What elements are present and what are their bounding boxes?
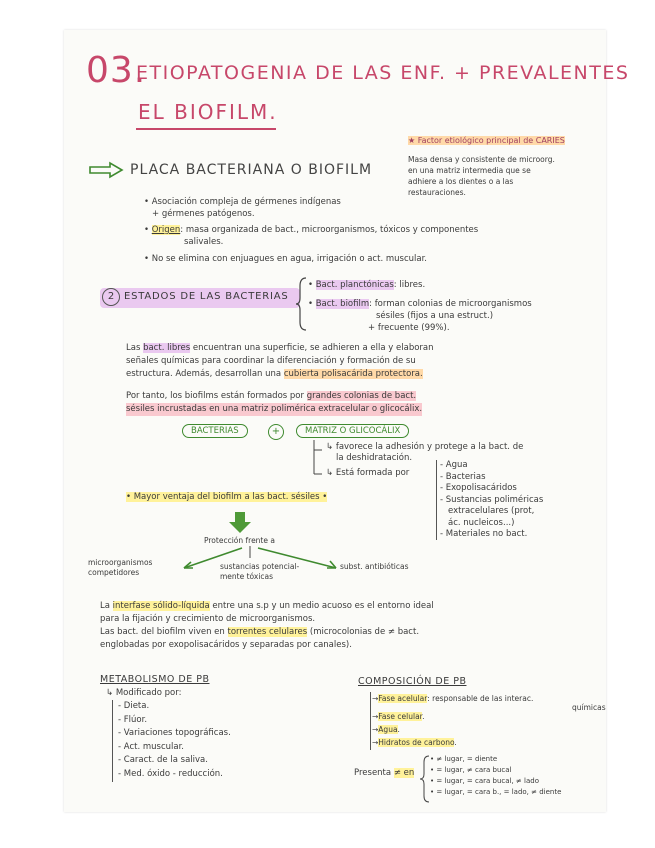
component-item: Agua xyxy=(445,460,468,470)
chapter-title: ETIOPATOGENIA DE LAS ENF. + PREVALENTES xyxy=(136,62,630,84)
metabolism-intro: ↳ Modificado por: xyxy=(106,688,182,698)
planktonic-label: Bact. planctónicas xyxy=(315,280,394,290)
para-text: entre una s.p y un medio acuoso es el entorno ideal xyxy=(212,601,434,611)
paragraph-3 xyxy=(100,600,434,652)
component-item: Materiales no bact. xyxy=(445,529,528,539)
chapter-subtitle: EL BIOFILM. xyxy=(138,100,278,124)
para-highlight: sésiles incrustadas en una matriz polimérica extracelular o glicocálix. xyxy=(126,404,423,414)
biofilm-text: sésiles (fijos a una estruct.) xyxy=(376,311,494,321)
composition-list: →Fase acelular: responsable de las interac. químicas →Fase celular. →Agua. →Hidratos de carbono. xyxy=(372,694,606,747)
para-highlight: torrentes celulares xyxy=(227,627,308,637)
metabolism-item: Med. óxido - reducción. xyxy=(123,768,223,779)
section2-number: 2 xyxy=(102,288,120,306)
metabolism-heading: METABOLISMO DE PB xyxy=(100,674,210,685)
diff-item: = lugar, = cara bucal, ≠ lado xyxy=(436,777,539,785)
bullet-text: + gérmenes patógenos. xyxy=(152,209,255,219)
diff-curly-brace xyxy=(420,754,430,804)
origin-label: Origen xyxy=(151,225,181,235)
composition-heading: COMPOSICIÓN DE PB xyxy=(358,676,467,687)
matrix-text: la deshidratación. xyxy=(336,453,413,463)
composition-text: Presenta xyxy=(354,768,392,778)
matrix-composition-label: ↳ Está formada por xyxy=(326,468,410,478)
para-text: La xyxy=(100,601,110,611)
bullet-text: : masa organizada de bact., microorganismos, tóxicos y componentes xyxy=(180,225,479,235)
biofilm-bacteria: • Bact. biofilm: forman colonias de microorganismos sésiles (fijos a una estruct.) + frecuente (99%). xyxy=(308,299,532,333)
composition-item: Agua xyxy=(378,725,398,734)
chapter-number: 03. xyxy=(86,50,147,91)
section1-bullet-3: • No se elimina con enjuagues en agua, irrigación o act. muscular. xyxy=(144,254,427,264)
section1-bullet-2: • Origen: masa organizada de bact., microorganismos, tóxicos y componentes salivales. xyxy=(144,225,479,247)
composition-item: Fase acelular xyxy=(378,694,428,703)
para-text: señales químicas para coordinar la diferenciación y formación de su xyxy=(126,356,416,366)
para-text: Las bact. del biofilm viven en xyxy=(100,627,225,637)
biofilm-text: + frecuente (99%). xyxy=(368,323,450,333)
protection-item: mente tóxicas xyxy=(220,572,274,581)
component-item: Sustancias poliméricas xyxy=(445,494,544,505)
section2-heading: ESTADOS DE LAS BACTERIAS xyxy=(124,291,289,302)
matrix-function: ↳ favorece la adhesión y protege a la bact. de la deshidratación. xyxy=(326,442,524,463)
section1-side-note xyxy=(408,154,555,198)
bullet-text: No se elimina con enjuagues en agua, irrigación o act. muscular. xyxy=(151,254,427,264)
section1-heading: PLACA BACTERIANA O BIOFILM xyxy=(130,162,373,178)
para-highlight: bact. libres xyxy=(143,343,191,353)
factor-note: ★ Factor etiológico principal de CARIES xyxy=(408,136,565,145)
planktonic-text: : libres. xyxy=(393,280,426,290)
metabolism-item: Caract. de la saliva. xyxy=(123,755,208,765)
composition-bracket xyxy=(370,692,371,750)
metabolism-item: Flúor. xyxy=(123,714,148,725)
paragraph-2 xyxy=(126,390,422,416)
diff-item: = lugar, = cara b., = lado, ≠ diente xyxy=(436,788,562,796)
protection-label: Protección frente a xyxy=(204,536,275,545)
diff-list: • ≠ lugar, = diente • = lugar, ≠ cara bucal • = lugar, = cara bucal, ≠ lado • = lugar, = cara b., = lado, ≠ diente xyxy=(430,755,562,796)
para-text: Las xyxy=(126,343,141,353)
composition-text: . xyxy=(422,712,425,721)
biofilm-label: Bact. biofilm xyxy=(315,299,370,309)
matrix-text: Está formada por xyxy=(335,468,410,478)
toxic-substances-label xyxy=(220,562,299,582)
side-note-line: adhiere a los dientes o a las xyxy=(408,177,514,186)
metabolism-list: - Dieta. - Flúor. - Variaciones topográficas. - Act. muscular. - Caract. de la saliva. - Med. óxido - reducción. xyxy=(118,701,231,779)
side-note-line: en una matriz intermedia que se xyxy=(408,166,531,175)
para-text: (microcolonias de ≠ bact. xyxy=(309,627,420,637)
component-item: Bacterias xyxy=(445,471,486,482)
bacteria-bubble: BACTERIAS xyxy=(182,424,248,438)
composition-text: . xyxy=(397,725,400,734)
side-note-line: restauraciones. xyxy=(408,188,466,197)
protection-item: competidores xyxy=(88,568,140,577)
para-highlight: grandes colonias de bact. xyxy=(306,391,417,401)
composition-text: : responsable de las interac. xyxy=(427,694,534,703)
para-text: estructura. Además, desarrollan una xyxy=(126,369,282,379)
competitors-label xyxy=(88,558,152,578)
notebook-page xyxy=(64,30,630,812)
metabolism-item: Act. muscular. xyxy=(123,741,184,752)
composition-item: Fase celular xyxy=(378,712,423,721)
advantage-label: • Mayor ventaja del biofilm a las bact. sésiles • xyxy=(126,492,328,502)
composition-highlight: ≠ en xyxy=(393,768,415,778)
matrix-bubble: MATRIZ O GLICOCÁLIX xyxy=(296,424,409,438)
para-text: para la fijación y crecimiento de microorganismos. xyxy=(100,614,316,624)
biofilm-text: : forman colonias de microorganismos xyxy=(369,299,532,309)
metabolism-text: Modificado por: xyxy=(115,688,182,698)
paragraph-1 xyxy=(126,342,434,381)
para-text: Por tanto, los biofilms están formados por xyxy=(126,391,304,401)
para-text: encuentran una superficie, se adhieren a ella y elaboran xyxy=(192,343,434,353)
component-item: Exopolisacáridos xyxy=(445,483,517,493)
section1-bullet-1: • Asociación compleja de gérmenes indígenas + gérmenes patógenos. xyxy=(144,197,341,219)
protection-item: microorganismos xyxy=(88,558,153,567)
antibiotics-label: subst. antibióticas xyxy=(340,562,409,571)
metabolism-item: Variaciones topográficas. xyxy=(123,728,231,738)
diff-item: ≠ lugar, = diente xyxy=(436,755,498,763)
composition-text: . xyxy=(454,738,457,747)
diff-item: = lugar, ≠ cara bucal xyxy=(436,766,512,774)
advantage-text: Mayor ventaja del biofilm a las bact. sésiles xyxy=(133,492,320,502)
para-text: englobadas por exopolisacáridos y separadas por canales). xyxy=(100,640,352,650)
curly-brace-icon xyxy=(296,276,308,332)
matrix-text: favorece la adhesión y protege a la bact. de xyxy=(335,442,524,452)
para-highlight: interfase sólido-líquida xyxy=(112,601,210,611)
arrow-right-icon xyxy=(88,162,124,178)
subtitle-underline xyxy=(136,128,276,130)
component-item: ác. nucleicos...) xyxy=(448,517,515,528)
planktonic-bacteria: • Bact. planctónicas: libres. xyxy=(308,280,426,290)
bullet-text: salivales. xyxy=(184,237,224,247)
plus-icon: + xyxy=(268,424,284,440)
metabolism-item: Dieta. xyxy=(123,701,150,711)
side-note-line: Masa densa y consistente de microorg. xyxy=(408,155,555,164)
component-item: extracelulares (prot, xyxy=(448,506,535,516)
matrix-components: - Agua - Bacterias - Exopolisacáridos - Sustancias poliméricas extracelulares (prot, ác. nucleicos...) - Materiales no bact. xyxy=(440,460,544,539)
components-bracket xyxy=(436,460,437,540)
metabolism-bracket xyxy=(112,700,113,782)
composition-text: químicas xyxy=(572,703,606,712)
composition-item: Hidratos de carbono xyxy=(378,738,455,747)
para-highlight: cubierta polisacárida protectora. xyxy=(283,369,423,379)
bullet-text: Asociación compleja de gérmenes indígenas xyxy=(151,197,341,207)
protection-item: sustancias potencial- xyxy=(220,562,300,571)
presenta-label xyxy=(354,768,414,778)
down-arrow-icon xyxy=(228,512,252,534)
